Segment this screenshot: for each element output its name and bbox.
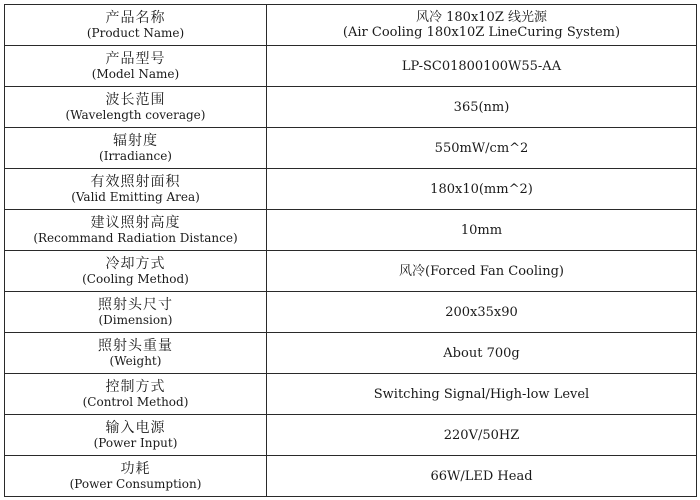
label-cell	[5, 333, 267, 374]
label-english: (Power Input)	[93, 436, 178, 450]
label-english: (Weight)	[109, 354, 162, 368]
table-row	[5, 128, 697, 169]
label-english: (Control Method)	[82, 395, 189, 409]
label-cell	[5, 46, 267, 87]
value-text: About 700g	[443, 345, 520, 361]
label-cell	[5, 87, 267, 128]
label-english: (Dimension)	[98, 313, 173, 327]
value-text: 200x35x90	[445, 304, 518, 320]
label-cell	[5, 169, 267, 210]
label-chinese: 产品名称	[105, 10, 166, 26]
label-chinese: 照射头重量	[98, 338, 173, 354]
label-chinese: 产品型号	[105, 51, 166, 67]
value-cell	[267, 333, 697, 374]
value-cell	[267, 251, 697, 292]
value-text: LP-SC01800100W55-AA	[401, 58, 562, 74]
value-text: 风冷 180x10Z 线光源	[416, 10, 547, 25]
value-text: 180x10(mm^2)	[430, 181, 533, 197]
table-row	[5, 210, 697, 251]
spec-table	[4, 4, 697, 497]
value-text: 风冷(Forced Fan Cooling)	[399, 263, 564, 279]
label-english: (Wavelength coverage)	[65, 108, 206, 122]
table-row	[5, 415, 697, 456]
value-cell	[267, 415, 697, 456]
value-text: Switching Signal/High-low Level	[373, 386, 590, 402]
table-row	[5, 374, 697, 415]
table-row	[5, 87, 697, 128]
label-cell	[5, 456, 267, 497]
label-english: (Irradiance)	[99, 149, 172, 163]
label-cell	[5, 251, 267, 292]
label-cell	[5, 5, 267, 46]
table-row	[5, 292, 697, 333]
value-cell	[267, 46, 697, 87]
table-row	[5, 169, 697, 210]
value-text: 550mW/cm^2	[434, 140, 529, 156]
label-chinese: 辐射度	[113, 133, 158, 149]
value-text-secondary: (Air Cooling 180x10Z LineCuring System)	[342, 25, 621, 40]
value-text: 365(nm)	[453, 99, 510, 115]
label-english: (Valid Emitting Area)	[71, 190, 200, 204]
table-row	[5, 456, 697, 497]
label-cell	[5, 210, 267, 251]
label-chinese: 建议照射高度	[90, 215, 181, 231]
label-chinese: 波长范围	[105, 92, 166, 108]
value-cell	[267, 128, 697, 169]
label-english: (Power Consumption)	[69, 477, 202, 491]
value-cell	[267, 5, 697, 46]
value-text: 66W/LED Head	[430, 468, 533, 484]
label-english: (Model Name)	[91, 67, 180, 81]
label-cell	[5, 292, 267, 333]
table-row	[5, 333, 697, 374]
label-chinese: 输入电源	[105, 420, 166, 436]
value-cell	[267, 456, 697, 497]
value-cell	[267, 374, 697, 415]
table-row	[5, 46, 697, 87]
label-chinese: 控制方式	[105, 379, 166, 395]
label-cell	[5, 415, 267, 456]
table-row	[5, 251, 697, 292]
label-cell	[5, 374, 267, 415]
label-chinese: 有效照射面积	[90, 174, 181, 190]
table-row	[5, 5, 697, 46]
value-text: 220V/50HZ	[443, 427, 520, 443]
label-english: (Cooling Method)	[82, 272, 189, 286]
value-cell	[267, 210, 697, 251]
value-cell	[267, 87, 697, 128]
label-chinese: 功耗	[120, 461, 151, 477]
value-cell	[267, 292, 697, 333]
label-chinese: 冷却方式	[105, 256, 166, 272]
label-english: (Product Name)	[86, 26, 185, 40]
label-chinese: 照射头尺寸	[98, 297, 173, 313]
label-cell	[5, 128, 267, 169]
label-english: (Recommand Radiation Distance)	[33, 231, 238, 245]
value-cell	[267, 169, 697, 210]
value-text: 10mm	[460, 222, 503, 238]
